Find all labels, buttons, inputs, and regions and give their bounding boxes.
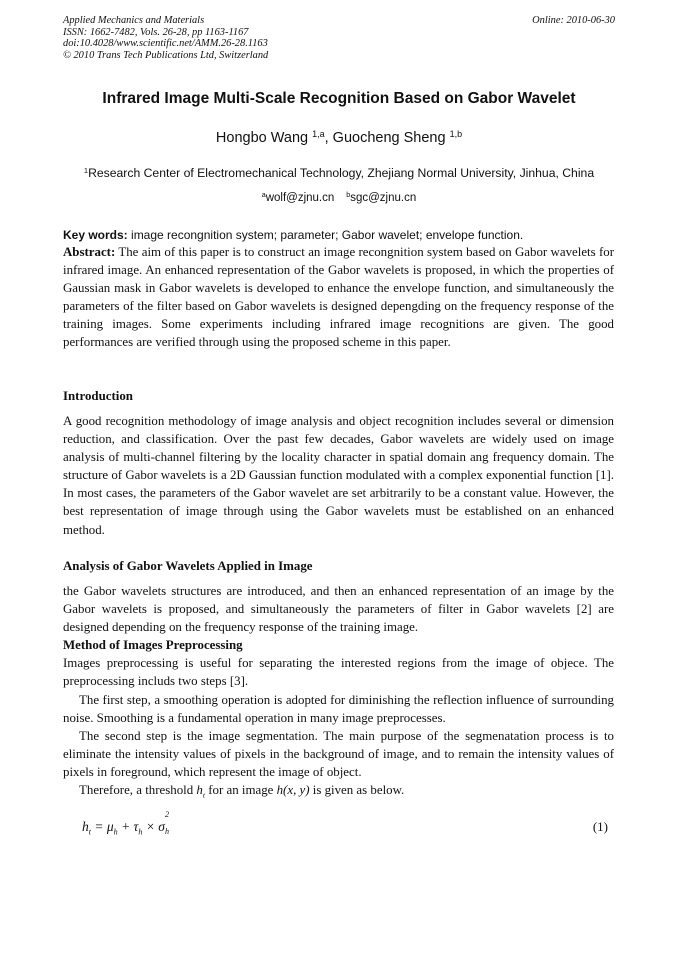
analysis-paragraph-3: The first step, a smoothing operation is adopted for diminishing the reflection influence of surrounding noise. Smoothing is a fundamental operation in many image preprocesses. — [63, 692, 614, 725]
abstract-text: The aim of this paper is to construct an image recongnition system based on Gabor wavelets for infrared image. An enhanced representation of the Gabor wavelets is proposed, in which the properties of Gaussian mask in Gabor wavelets is developed to enhance the envelope function, and simultaneously the parameters of the filter based on Gabor wavelets is designed depengding on the frequency response of the training images. Some experiments including infrared image recognitions are given. The good performances are verified through using the proposed scheme in this paper. — [63, 245, 614, 350]
abstract — [63, 243, 614, 352]
email-b-marker: b — [346, 191, 351, 200]
author-2-affil: 1,b — [449, 129, 463, 140]
copyright: © 2010 Trans Tech Publications Ltd, Switzerland — [63, 49, 269, 61]
author-2: Guocheng Sheng — [332, 130, 450, 146]
analysis-section — [63, 582, 614, 805]
author-1-affil: 1,a — [312, 129, 325, 140]
analysis-paragraph-4: The second step is the image segmentation. The main purpose of the segmenatation process is to eliminate the intensity values of pixels in the background of image, and to remain the intensity values of pixels in foreground, which represent the image of object. — [63, 728, 614, 779]
authors — [0, 130, 678, 146]
equation-1: $h_t = \mu_h + \tau_h \times \sigma$ 2 h — [82, 810, 170, 837]
affiliation-marker: 1 — [83, 165, 89, 175]
analysis-paragraph-2: Images preprocessing is useful for separating the interested regions from the image of objece. The preprocessing includs two steps [3]. — [63, 656, 614, 689]
author-separator: , — [324, 130, 333, 146]
issn: ISSN: 1662-7482, Vols. 26-28, pp 1163-1167 — [63, 26, 249, 38]
emails — [0, 192, 678, 204]
affiliation-text: Research Center of Electromechanical Technology, Zhejiang Normal University, Jinhua, China — [88, 166, 595, 180]
analysis-paragraph-5: Therefore, a threshold $h_t$ for an image h(x, y) is given as below. — [79, 783, 405, 800]
subsection-heading-preprocessing: Method of Images Preprocessing — [63, 638, 243, 653]
keywords — [63, 226, 614, 244]
journal-header — [63, 15, 268, 61]
paper-title: Infrared Image Multi-Scale Recognition Based on Gabor Wavelet — [102, 90, 576, 107]
journal-name: Applied Mechanics and Materials — [63, 15, 205, 26]
section-heading-analysis: Analysis of Gabor Wavelets Applied in Image — [63, 559, 313, 573]
section-heading-introduction: Introduction — [63, 389, 133, 403]
abstract-label: Abstract: — [63, 245, 116, 259]
author-1: Hongbo Wang — [215, 130, 313, 146]
image-function: h(x, y) — [276, 783, 310, 798]
keywords-label: Key words: — [63, 228, 128, 242]
affiliation — [0, 166, 678, 180]
equation-number: (1) — [592, 819, 608, 834]
email-a-marker: a — [261, 191, 266, 200]
introduction-text: A good recognition methodology of image analysis and object recognition includes several or dimension reduction, and classification. Over the past few decades, Gabor wavelets are widely used on image analysis of multi-channel filtering by the locality character in spatial domain ang frequency domain. The structure of Gabor wavelets is a 2D Gaussian function modulated with a complex exponential function [1]. In most cases, the parameters of the Gabor wavelet are set arbitrarily to be a constant value. However, the best representation of image through using the Gabor wavelets must be established on an enhanced method. — [63, 414, 614, 537]
email-a[interactable]: wolf@zjnu.cn — [265, 192, 335, 204]
doi-link[interactable]: doi:10.4028/www.scientific.net/AMM.26-28.1163 — [63, 38, 268, 50]
threshold-symbol: $h_t$ — [196, 783, 206, 800]
keywords-text: image recongnition system; parameter; Gabor wavelet; envelope function. — [127, 228, 524, 242]
analysis-paragraph-1: the Gabor wavelets structures are introduced, and then an enhanced representation of an image by the Gabor wavelets is proposed, and simultaneously the parameters of filter in Gabor wavelets [2] are designed depending on the frequency response of the training image. — [63, 584, 614, 635]
online-date: Online: 2010-06-30 — [532, 15, 615, 26]
email-b[interactable]: sgc@zjnu.cn — [350, 192, 417, 204]
